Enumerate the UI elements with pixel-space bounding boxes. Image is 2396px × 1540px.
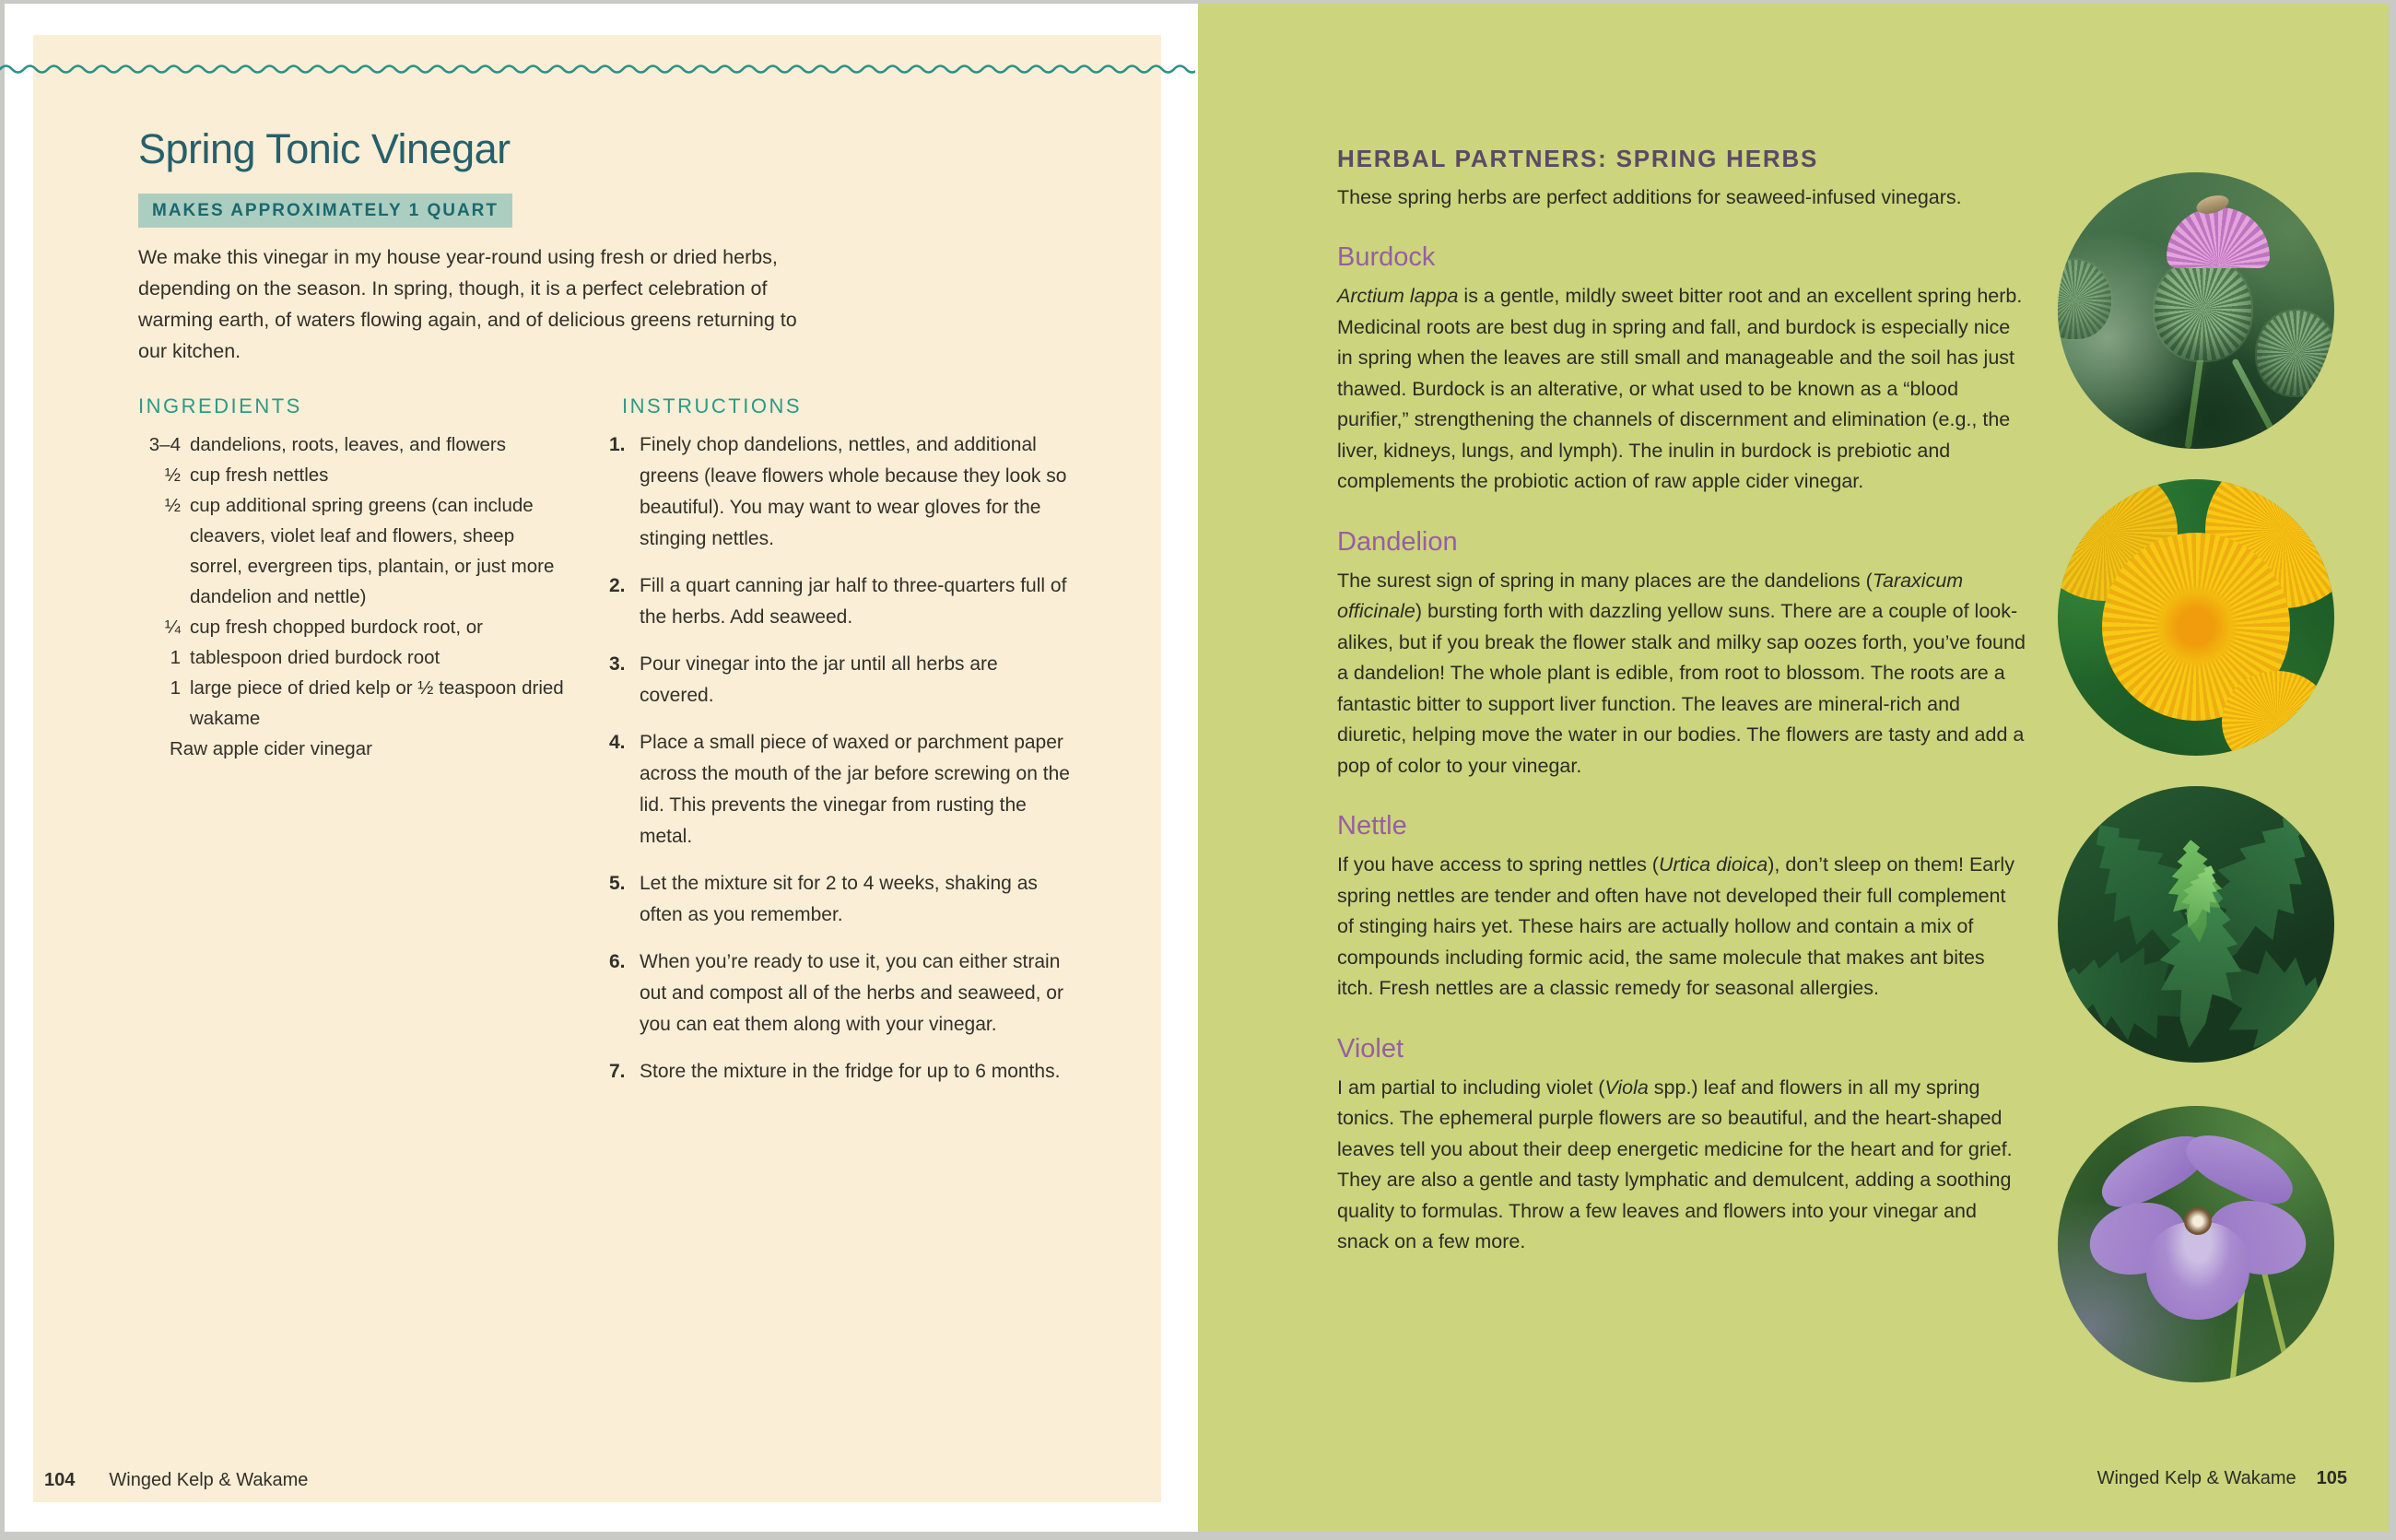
footer-left xyxy=(44,1470,308,1491)
ingredient-row xyxy=(138,642,571,673)
wavy-divider xyxy=(0,59,1195,77)
yield-badge: MAKES APPROXIMATELY 1 QUART xyxy=(138,194,512,228)
recipe-title: Spring Tonic Vinegar xyxy=(138,125,511,172)
dandelion-photo xyxy=(2058,479,2334,756)
step-number: 3. xyxy=(609,653,626,675)
step-text: When you’re ready to use it, you can either strain out and compost all of the herbs and seaweed, or you can eat them along with your vinegar. xyxy=(640,951,1063,1035)
instructions-list xyxy=(609,429,1070,1087)
ingredient-quantity: ½ xyxy=(164,464,181,486)
body-text: I am partial to including violet ( xyxy=(1337,1076,1605,1099)
ingredient-quantity: ¼ xyxy=(164,617,181,638)
recipe-intro: We make this vinegar in my house year-round using fresh or dried herbs, depending on the season. In spring, though, it is a perfect celebration of warming earth, of waters flowing again, and of delicious greens returning to our kitchen. xyxy=(138,246,797,362)
herbal-partners-heading: HERBAL PARTNERS: SPRING HERBS xyxy=(1337,145,1819,172)
instruction-step xyxy=(609,1056,1070,1087)
violet-photo-detail xyxy=(2146,1222,2249,1320)
ingredient-text: Raw apple cider vinegar xyxy=(170,738,372,759)
page-number: 104 xyxy=(44,1470,76,1490)
ingredients-column xyxy=(138,394,571,1103)
ingredient-text: cup additional spring greens (can include cleavers, violet leaf and flowers, sheep sorrel, evergreen tips, plantain, or just more dandelion and nettle) xyxy=(190,495,555,607)
body-text: If you have access to spring nettles ( xyxy=(1337,853,1659,876)
latin-name: Arctium lappa xyxy=(1337,285,1459,307)
ingredient-row xyxy=(138,673,571,734)
step-text: Pour vinegar into the jar until all herbs are covered. xyxy=(640,653,998,706)
ingredient-quantity: 3–4 xyxy=(148,434,181,455)
latin-name: Urtica dioica xyxy=(1658,853,1768,876)
burdock-photo-detail xyxy=(2155,257,2251,360)
body-text: is a gentle, mildly sweet bitter root and an excellent spring herb. Medicinal roots are best dug in spring and fall, and burdock is especially nice in spring when the leaves are still small and manageable and the soil has just thawed. Burdock is an alterative, or what used to be known as a “blood purifier,” strengthening the channels of discernment and elimination (e.g., the liver, kidneys, lungs, and lymph). The inulin in burdock is prebiotic and complements the probiotic action of raw apple cider vinegar. xyxy=(1337,285,2023,492)
herb-section-body xyxy=(1337,566,2026,782)
recipe-page xyxy=(33,35,1161,1502)
herbal-partners-page xyxy=(1198,4,2389,1532)
herb-sections xyxy=(1337,241,2026,1258)
latin-name: Viola xyxy=(1604,1076,1649,1099)
chapter-title: Winged Kelp & Wakame xyxy=(2096,1468,2296,1488)
step-number: 6. xyxy=(609,951,626,972)
herbal-partners-subheading: These spring herbs are perfect additions for seaweed-infused vinegars. xyxy=(1337,186,1962,208)
instructions-column xyxy=(609,394,1070,1103)
body-text: ) bursting forth with dazzling yellow suns. There are a couple of look-alikes, but if you break the flower stalk and milky sap oozes forth, you’ve found a dandelion! The whole plant is edible, from root to blossom. The roots are a fantastic bitter to support liver function. The leaves are mineral-rich and diuretic, helping move the water in our bodies. The flowers are tasty and add a pop of color to your vinegar. xyxy=(1337,600,2026,777)
ingredient-text: dandelions, roots, leaves, and flowers xyxy=(190,434,507,455)
violet-photo-detail xyxy=(2184,1207,2212,1235)
chapter-title: Winged Kelp & Wakame xyxy=(109,1470,309,1490)
footer-right xyxy=(2097,1468,2347,1489)
step-text: Place a small piece of waxed or parchment paper across the mouth of the jar before screwing on the lid. This prevents the vinegar from rusting the metal. xyxy=(640,732,1070,847)
page-sheet xyxy=(5,4,2389,1532)
burdock-photo xyxy=(2058,172,2334,449)
instruction-step xyxy=(609,429,1070,555)
step-number: 2. xyxy=(609,575,626,596)
ingredient-text: tablespoon dried burdock root xyxy=(190,647,440,668)
body-text: spp.) leaf and flowers in all my spring tonics. The ephemeral purple flowers are so beautiful, and the heart-shaped leaves tell you about their deep energetic medicine for the heart and for grief. They are also a gentle and tasty lymphatic and demulcent, adding a soothing quality to formulas. Throw a few leaves and flowers into your vinegar and snack on a few more. xyxy=(1337,1076,2013,1252)
ingredient-quantity: ½ xyxy=(164,495,181,516)
ingredient-row xyxy=(138,490,571,612)
recipe-columns xyxy=(138,394,1070,1103)
herbal-partners-text xyxy=(1337,144,2026,1258)
herb-section-title: Violet xyxy=(1337,1033,1404,1064)
burdock-photo-detail xyxy=(2058,260,2111,339)
latin-name: Taraxicum officinale xyxy=(1337,569,1964,622)
step-number: 4. xyxy=(609,732,626,753)
step-text: Store the mixture in the fridge for up to 6 months. xyxy=(640,1061,1061,1082)
ingredient-row xyxy=(138,734,571,764)
step-number: 5. xyxy=(609,873,626,894)
step-text: Fill a quart canning jar half to three-quarters full of the herbs. Add seaweed. xyxy=(640,575,1067,628)
herb-section-title: Dandelion xyxy=(1337,526,1458,557)
ingredient-quantity: 1 xyxy=(170,677,181,699)
burdock-photo-detail xyxy=(2167,207,2270,268)
ingredient-text: large piece of dried kelp or ½ teaspoon dried wakame xyxy=(190,677,564,729)
ingredients-heading: INGREDIENTS xyxy=(138,394,302,417)
instruction-step xyxy=(609,946,1070,1040)
instruction-step xyxy=(609,649,1070,711)
dandelion-photo-detail xyxy=(2155,585,2237,668)
ingredient-row xyxy=(138,612,571,642)
herb-section-body xyxy=(1337,1073,2026,1258)
herb-section-body xyxy=(1337,281,2026,498)
ingredients-list xyxy=(138,429,571,764)
instruction-step xyxy=(609,570,1070,633)
body-text: The surest sign of spring in many places are the dandelions ( xyxy=(1337,569,1873,592)
ingredient-quantity: 1 xyxy=(170,647,181,668)
step-text: Finely chop dandelions, nettles, and additional greens (leave flowers whole because they look so beautiful). You may want to wear gloves for the stinging nettles. xyxy=(640,434,1067,549)
instruction-step xyxy=(609,727,1070,852)
ingredient-row xyxy=(138,460,571,490)
instruction-step xyxy=(609,868,1070,931)
nettle-photo xyxy=(2058,786,2334,1063)
burdock-photo-detail xyxy=(2257,311,2334,395)
violet-photo xyxy=(2058,1106,2334,1382)
ingredient-text: cup fresh chopped burdock root, or xyxy=(190,617,483,638)
herb-section-title: Burdock xyxy=(1337,242,1436,272)
step-text: Let the mixture sit for 2 to 4 weeks, shaking as often as you remember. xyxy=(640,873,1038,925)
instructions-heading: INSTRUCTIONS xyxy=(622,394,802,417)
step-number: 1. xyxy=(609,434,626,455)
herb-section-title: Nettle xyxy=(1337,811,1407,841)
ingredient-text: cup fresh nettles xyxy=(190,464,329,486)
herb-section-body xyxy=(1337,850,2026,1005)
body-text: ), don’t sleep on them! Early spring nettles are tender and often have not developed their full complement of stinging hairs yet. These hairs are actually hollow and contain a mix of compounds including formic acid, the same molecule that makes ant bites itch. Fresh nettles are a classic remedy for seasonal allergies. xyxy=(1337,853,2014,999)
ingredient-row xyxy=(138,429,571,460)
page-number: 105 xyxy=(2316,1468,2347,1488)
step-number: 7. xyxy=(609,1061,626,1082)
